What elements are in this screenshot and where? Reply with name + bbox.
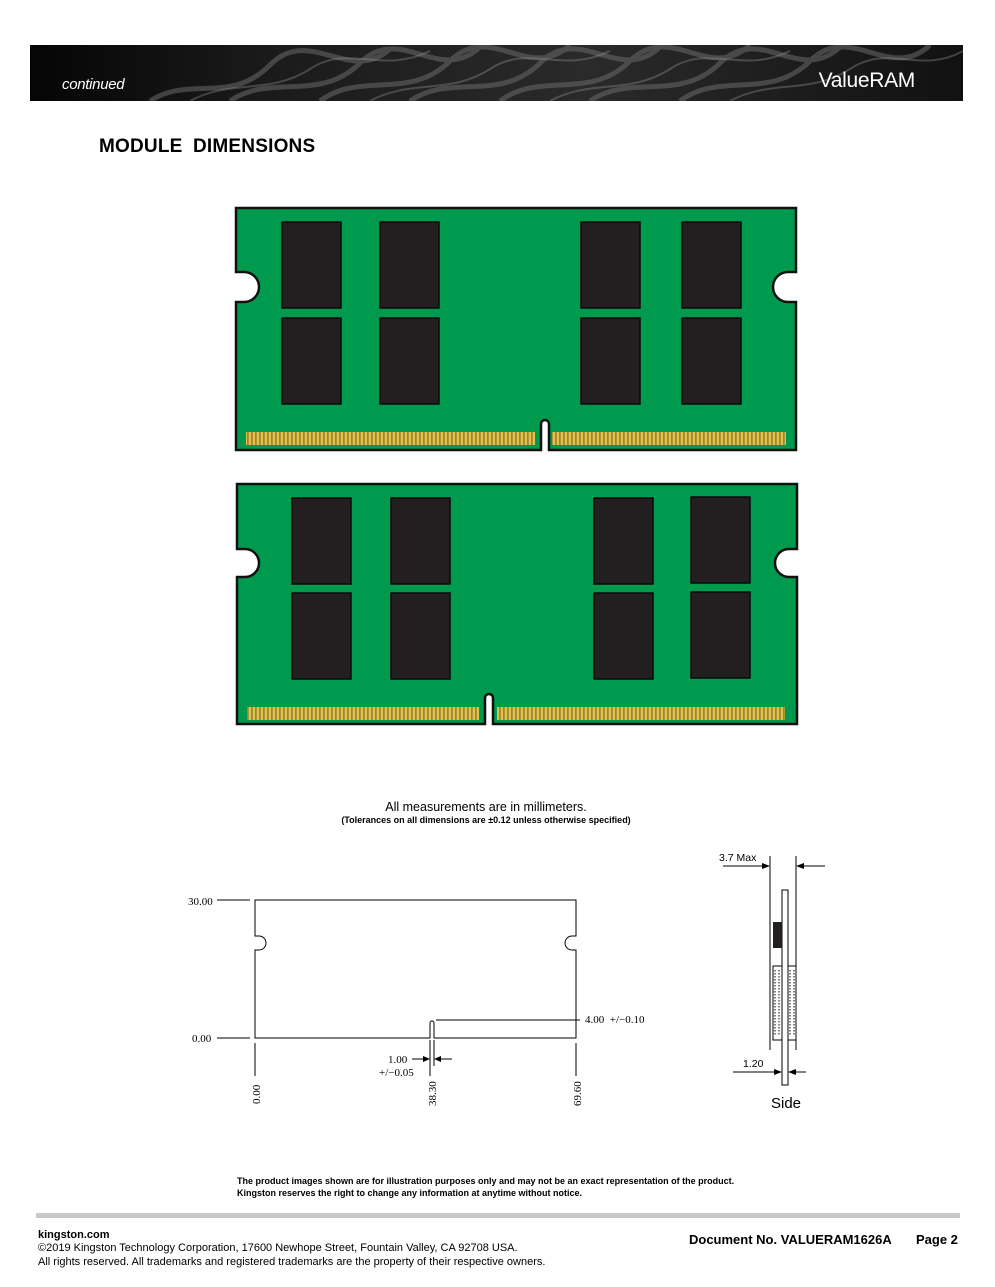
memory-chip (391, 498, 450, 584)
page-number: Page 2 (916, 1232, 958, 1247)
memory-chip (691, 592, 750, 678)
header-continued-label: continued (62, 76, 125, 93)
notch-width-tolerance-label: +/−0.05 (379, 1067, 414, 1079)
footer-copyright: ©2019 Kingston Technology Corporation, 17600 Newhope Street, Fountain Valley, CA 92708 USA. (38, 1242, 518, 1254)
module-front-view (236, 208, 796, 450)
gold-contacts (552, 432, 786, 445)
gold-contacts (247, 707, 479, 720)
memory-chip (292, 593, 351, 679)
memory-chip (380, 222, 439, 308)
measurement-unit-note: All measurements are in millimeters. (385, 800, 587, 814)
side-view (719, 852, 825, 1112)
x-right-label: 69.60 (572, 1081, 584, 1106)
gold-contacts (497, 707, 785, 720)
footer-website-link[interactable]: kingston.com (38, 1229, 110, 1241)
memory-chip (391, 593, 450, 679)
y-top-label: 30.00 (188, 896, 213, 908)
section-title: MODULE DIMENSIONS (99, 136, 316, 157)
disclaimer-line: The product images shown are for illustration purposes only and may not be an exact representation of the product. (237, 1176, 735, 1186)
disclaimer (237, 1175, 734, 1199)
module-outline (255, 900, 576, 1038)
disclaimer-line: Kingston reserves the right to change any information at anytime without notice. (237, 1188, 583, 1198)
module-back-view (237, 484, 797, 724)
side-view-label: Side (771, 1095, 802, 1112)
side-pcb-thickness-label: 1.20 (743, 1058, 764, 1070)
memory-chip (594, 498, 653, 584)
document-number: Document No. VALUERAM1626A (689, 1232, 892, 1247)
tolerance-note: (Tolerances on all dimensions are ±0.12 unless otherwise specified) (341, 815, 631, 825)
memory-chip (581, 222, 640, 308)
x-notch-label: 38.30 (427, 1081, 439, 1106)
side-max-thickness-label: 3.7 Max (719, 852, 757, 864)
memory-chip (292, 498, 351, 584)
footer-divider (36, 1213, 960, 1218)
memory-chip (594, 593, 653, 679)
memory-chip (682, 222, 741, 308)
y-bottom-label: 0.00 (192, 1033, 212, 1045)
notch-height-label: 4.00 +/−0.10 (585, 1014, 645, 1026)
x-left-label: 0.00 (251, 1084, 263, 1104)
memory-chip (282, 222, 341, 308)
gold-contacts (246, 432, 535, 445)
header-brand: ValueRAM (818, 69, 915, 92)
memory-chip (691, 497, 750, 583)
memory-chip (380, 318, 439, 404)
dimension-drawing (0, 840, 995, 1130)
notch-width-label: 1.00 (388, 1054, 408, 1066)
memory-chip (581, 318, 640, 404)
footer-rights: All rights reserved. All trademarks and registered trademarks are the property of their respective owners. (38, 1256, 546, 1268)
memory-chip (682, 318, 741, 404)
memory-chip (282, 318, 341, 404)
